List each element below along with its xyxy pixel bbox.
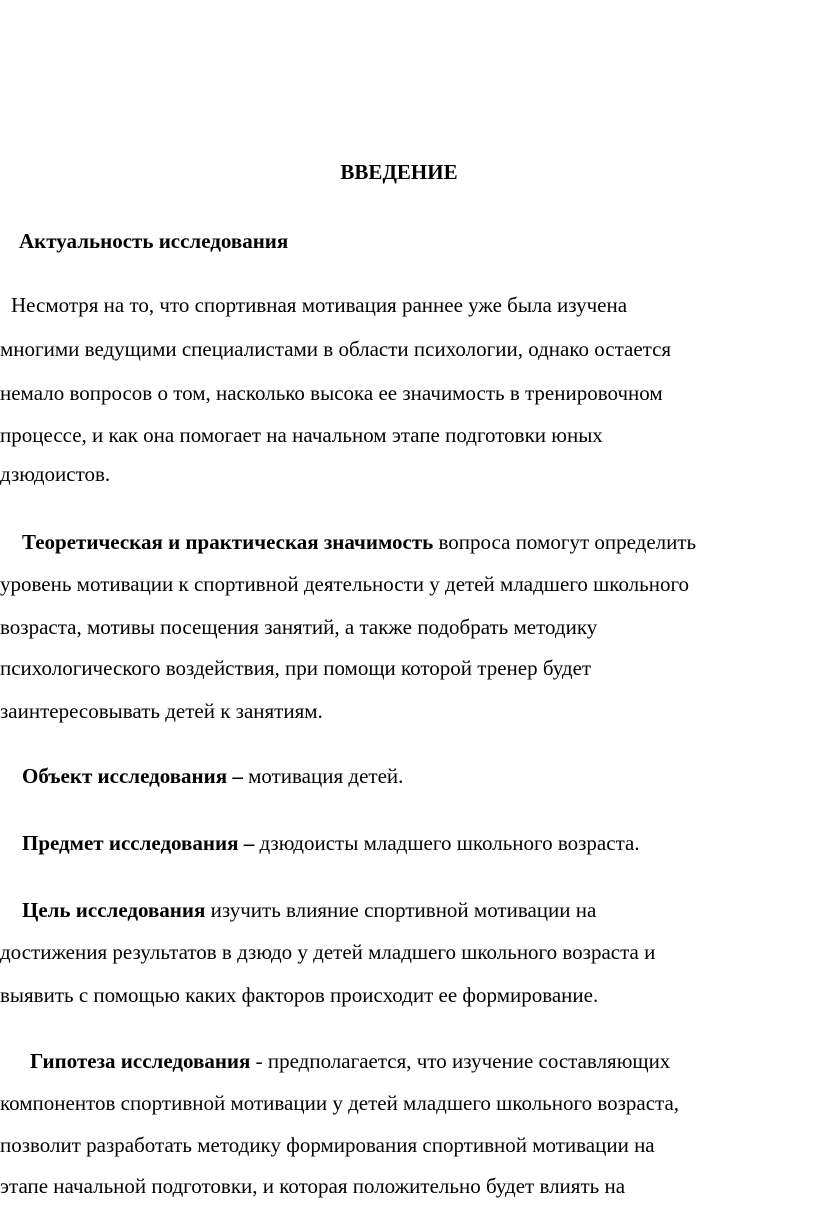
goal-line-2: достижения результатов в дзюдо у детей младшего школьного возраста и (0, 940, 656, 964)
relevance-line-2: многими ведущими специалистами в области психологии, однако остается (0, 337, 672, 361)
page-title: ВВЕДЕНИЕ (340, 160, 458, 184)
relevance-line-5: дзюдоистов. (0, 462, 111, 486)
subject-text: дзюдоисты младшего школьного возраста. (254, 831, 640, 855)
relevance-line-1: Несмотря на то, что спортивная мотивация раннее уже была изучена (11, 293, 628, 317)
hypothesis-text: - предполагается, что изучение составляющих (250, 1049, 671, 1073)
significance-line-1 (22, 528, 816, 556)
significance-line-3: возраста, мотивы посещения занятий, а также подобрать методику (0, 615, 598, 639)
goal-term: Цель исследования (22, 898, 206, 922)
significance-line-2: уровень мотивации к спортивной деятельности у детей младшего школьного (0, 572, 690, 596)
subject-term: Предмет исследования – (22, 831, 255, 855)
significance-line-5: заинтересовывать детей к занятиям. (0, 699, 323, 723)
hypothesis-line-4: этапе начальной подготовки, и которая положительно будет влиять на (0, 1174, 626, 1198)
hypothesis-term: Гипотеза исследования (30, 1049, 251, 1073)
relevance-line-3: немало вопросов о том, насколько высока ее значимость в тренировочном (0, 381, 663, 405)
goal-line-3: выявить с помощью каких факторов происходит ее формирование. (0, 983, 599, 1007)
hypothesis-line-1 (30, 1047, 816, 1075)
goal-line-1 (22, 896, 816, 924)
hypothesis-line-3: позволит разработать методику формирования спортивной мотивации на (0, 1133, 655, 1157)
significance-line-4: психологического воздействия, при помощи которой тренер будет (0, 656, 592, 680)
object-text: мотивация детей. (242, 764, 404, 788)
hypothesis-line-2: компонентов спортивной мотивации у детей младшего школьного возраста, (0, 1091, 680, 1115)
object-line (22, 762, 816, 790)
significance-term: Теоретическая и практическая значимость (22, 530, 434, 554)
goal-text: изучить влияние спортивной мотивации на (205, 898, 597, 922)
relevance-heading: Актуальность исследования (19, 229, 289, 253)
significance-text: вопроса помогут определить (433, 530, 697, 554)
subject-line (22, 829, 816, 857)
relevance-line-4: процессе, и как она помогает на начальном этапе подготовки юных (0, 423, 603, 447)
object-term: Объект исследования – (22, 764, 243, 788)
